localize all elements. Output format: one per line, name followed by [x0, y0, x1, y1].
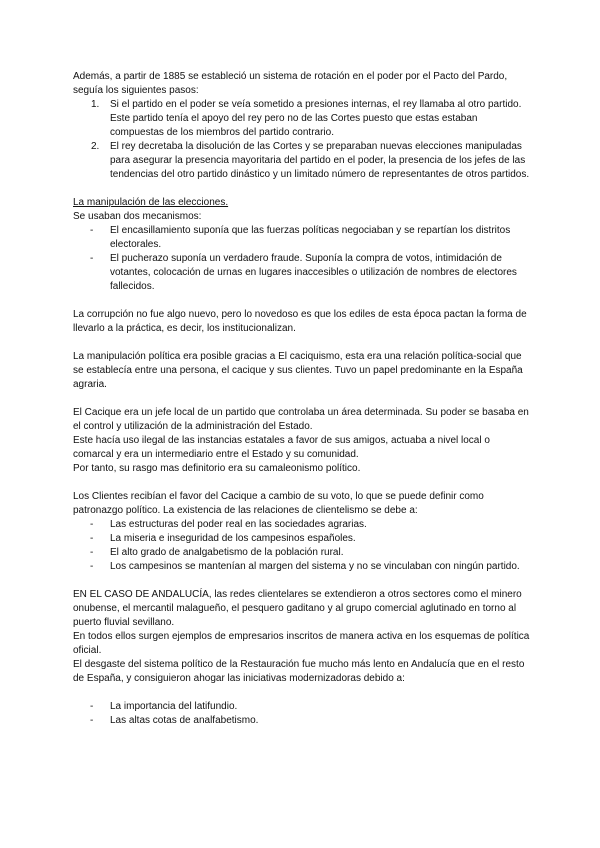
list-marker: -: [90, 561, 94, 572]
cacique-paragraph: Este hacía uso ilegal de las instancias estatales a favor de sus amigos, actuaba a nivel local o comarcal y era un intermediario entre el Estado y su comunidad.: [73, 435, 490, 460]
cacique-paragraph: El Cacique era un jefe local de un partido que controlaba un área determinada. Su poder se basaba en el control y utilización de la administración del Estado.: [73, 407, 529, 432]
list-marker: 1.: [91, 99, 100, 110]
list-item-text: El encasillamiento suponía que las fuerzas políticas negociaban y se repartían los distritos electorales.: [110, 225, 511, 250]
rotation-steps-list: [73, 98, 533, 182]
list-item-text: Las estructuras del poder real en las sociedades agrarias.: [110, 519, 367, 530]
andalucia-paragraph: EN EL CASO DE ANDALUCÍA, las redes clientelares se extendieron a otros sectores como el minero onubense, el mercantil malagueño, el pesquero gaditano y al grupo comercial aglutinado en torno al puerto fluvial sevillano.: [73, 589, 522, 628]
clientelismo-causes-list: [73, 518, 533, 574]
list-item: [73, 700, 533, 714]
mechanisms-list: [73, 224, 533, 294]
list-item: [73, 518, 533, 532]
list-item: [73, 532, 533, 546]
document-body: [73, 70, 533, 728]
list-marker: -: [90, 715, 94, 726]
list-marker: -: [90, 253, 94, 264]
spacer: [73, 182, 533, 196]
list-item-text: Las altas cotas de analfabetismo.: [110, 715, 259, 726]
section-heading: La manipulación de las elecciones.: [73, 197, 229, 208]
list-item-text: El pucherazo suponía un verdadero fraude. Suponía la compra de votos, intimidación de votantes, colocación de urnas en lugares inaccesibles o utilización de nombres de electores fallecidos.: [110, 253, 517, 292]
list-item-text: La importancia del latifundio.: [110, 701, 238, 712]
cacique-paragraph: Por tanto, su rasgo mas definitorio era su camaleonismo político.: [73, 463, 361, 474]
clients-paragraph: Los Clientes recibían el favor del Cacique a cambio de su voto, lo que se puede definir como patronazgo político. La existencia de las relaciones de clientelismo se debe a:: [73, 491, 484, 516]
list-marker: -: [90, 547, 94, 558]
list-item-text: La miseria e inseguridad de los campesinos españoles.: [110, 533, 356, 544]
list-marker: -: [90, 533, 94, 544]
list-item-text: Los campesinos se mantenían al margen del sistema y no se vinculaban con ningún partido.: [110, 561, 520, 572]
list-marker: -: [90, 519, 94, 530]
list-item: [73, 560, 533, 574]
spacer: [73, 294, 533, 308]
intro-paragraph: Además, a partir de 1885 se estableció un sistema de rotación en el poder por el Pacto del Pardo, seguía los siguientes pasos:: [73, 71, 508, 96]
list-item: [73, 252, 533, 294]
caciquismo-paragraph: La manipulación política era posible gracias a El caciquismo, esta era una relación política-social que se establecía entre una persona, el cacique y sus clientes. Tuvo un papel predominante en la España agraria.: [73, 351, 523, 390]
list-item-text: Si el partido en el poder se veía sometido a presiones internas, el rey llamaba al otro partido. Este partido tenía el apoyo del rey pero no de las Cortes puesto que estas estaban compuestas de los miembros del partido contrario.: [110, 99, 522, 138]
list-marker: -: [90, 701, 94, 712]
mechanisms-intro: Se usaban dos mecanismos:: [73, 211, 202, 222]
corruption-paragraph: La corrupción no fue algo nuevo, pero lo novedoso es que los ediles de esta época pactan la forma de llevarlo a la práctica, es decir, los institucionalizan.: [73, 309, 527, 334]
list-item: [73, 546, 533, 560]
list-item: [73, 140, 533, 182]
list-marker: -: [90, 225, 94, 236]
list-item: [73, 224, 533, 252]
spacer: [73, 574, 533, 588]
list-marker: 2.: [91, 141, 100, 152]
andalucia-paragraph: En todos ellos surgen ejemplos de empresarios inscritos de manera activa en los esquemas de política oficial.: [73, 631, 530, 656]
spacer: [73, 476, 533, 490]
spacer: [73, 336, 533, 350]
list-item-text: El alto grado de analgabetismo de la población rural.: [110, 547, 344, 558]
andalucia-paragraph: El desgaste del sistema político de la Restauración fue mucho más lento en Andalucía que en el resto de España, y consiguieron ahogar las iniciativas modernizadoras debido a:: [73, 659, 525, 684]
andalucia-causes-list: [73, 700, 533, 728]
list-item-text: El rey decretaba la disolución de las Cortes y se preparaban nuevas elecciones manipuladas para asegurar la presencia mayoritaria del partido en el poder, la presencia de los jefes de las tendencias del otro partido dinástico y un limitado número de representantes de otros partidos.: [110, 141, 530, 180]
list-item: [73, 714, 533, 728]
spacer: [73, 686, 533, 700]
list-item: [73, 98, 533, 140]
spacer: [73, 392, 533, 406]
